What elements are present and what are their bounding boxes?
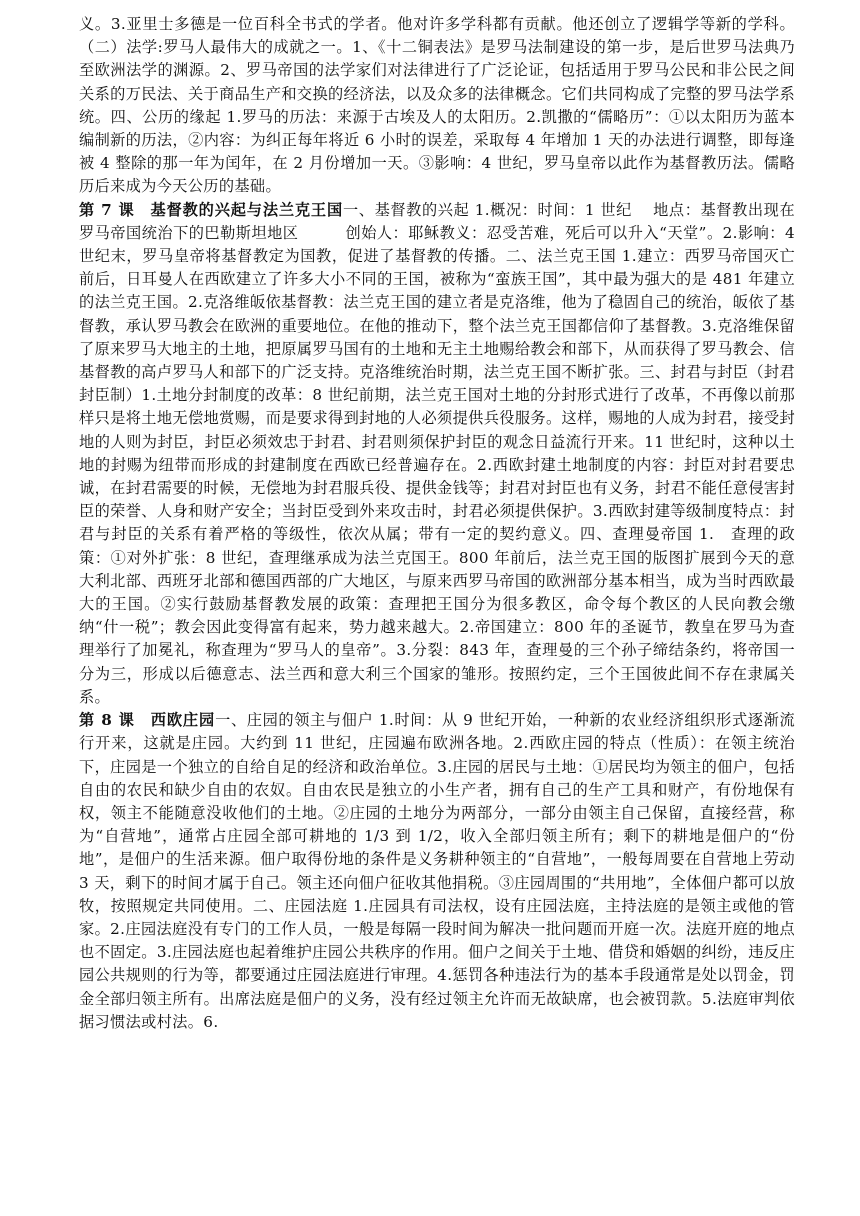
document-page <box>79 13 795 1034</box>
paragraph-roman-law-calendar <box>79 13 795 199</box>
paragraph-lesson-8 <box>79 709 795 1034</box>
lesson-8-title: 第 8 课 西欧庄园 <box>79 711 216 730</box>
lesson-8-text: 一、庄园的领主与佃户 1.时间：从 9 世纪开始，一种新的农业经济组织形式逐渐流行开来，这就是庄园。大约到 11 世纪，庄园遍布欧洲各地。2.西欧庄园的特点（性质）：在领主统治下，庄园是一个独立的自给自足的经济和政治单位。3.庄园的居民与土地：①居民均为领主的佃户，包括自由的农民和缺少自由的农奴。自由农民是独立的小生产者，拥有自己的生产工具和财产，有份地保有权，领主不能随意没收他们的土地。②庄园的土地分为两部分，一部分由领主自己保留，直接经营，称为“自营地”，通常占庄园全部可耕地的 1/3 到 1/2，收入全部归领主所有；剩下的耕地是佃户的“份地”，是佃户的生活来源。佃户取得份地的条件是义务耕种领主的“自营地”，一般每周要在自营地上劳动 3 天，剩下的时间才属于自己。领主还向佃户征收其他捐税。③庄园周围的“共用地”，全体佃户都可以放牧，按照规定共同使用。二、庄园法庭 1.庄园具有司法权，设有庄园法庭，主持法庭的是领主或他的管家。2.庄园法庭没有专门的工作人员，一般是每隔一段时间为解决一批问题而开庭一次。法庭开庭的地点也不固定。3.庄园法庭也起着维护庄园公共秩序的作用。佃户之间关于土地、借贷和婚姻的纠纷，违反庄园公共规则的行为等，都要通过庄园法庭进行审理。4.惩罚各种违法行为的基本手段通常是处以罚金，罚金全部归领主所有。出席法庭是佃户的义务，没有经过领主允许而无故缺席，也会被罚款。5.法庭审判依据习惯法或村法。6. <box>79 711 795 1031</box>
paragraph-lesson-7 <box>79 199 795 709</box>
paragraph-text: 义。3.亚里士多德是一位百科全书式的学者。他对许多学科都有贡献。他还创立了逻辑学等新的学科。（二）法学:罗马人最伟大的成就之一。1、《十二铜表法》是罗马法制建设的第一步，是后世罗马法典乃至欧洲法学的渊源。2、罗马帝国的法学家们对法律进行了广泛论证，包括适用于罗马公民和非公民之间关系的万民法、关于商品生产和交换的经济法，以及众多的法律概念。它们共同构成了完整的罗马法学系统。四、公历的缘起 1.罗马的历法：来源于古埃及人的太阳历。2.凯撒的“儒略历”：①以太阳历为蓝本编制新的历法，②内容：为纠正每年将近 6 小时的误差，采取每 4 年增加 1 天的办法进行调整，即每逢被 4 整除的那一年为闰年，在 2 月份增加一天。③影响：4 世纪，罗马皇帝以此作为基督教历法。儒略历后来成为今天公历的基础。 <box>79 15 795 196</box>
lesson-7-title: 第 7 课 基督教的兴起与法兰克王国 <box>79 200 344 219</box>
lesson-7-text: 一、基督教的兴起 1.概况：时间：1 世纪 地点：基督教出现在罗马帝国统治下的巴勒斯坦地区 创始人：耶稣教义：忍受苦难，死后可以升入“天堂”。2.影响：4 世纪末，罗马皇帝将基督教定为国教，促进了基督教的传播。二、法兰克王国 1.建立：西罗马帝国灭亡前后，日耳曼人在西欧建立了许多大小不同的王国，被称为“蛮族王国”，其中最为强大的是 481 年建立的法兰克王国。2.克洛维皈依基督教：法兰克王国的建立者是克洛维，他为了稳固自己的统治，皈依了基督教，承认罗马教会在欧洲的重要地位。在他的推动下，整个法兰克王国都信仰了基督教。3.克洛维保留了原来罗马大地主的土地，把原属罗马国有的土地和无主土地赐给教会和部下，从而获得了罗马教会、信基督教的高卢罗马人和部下的广泛支持。克洛维统治时期，法兰克王国不断扩张。三、封君与封臣（封君封臣制）1.土地分封制度的改革：8 世纪前期，法兰克王国对土地的分封形式进行了改革，不再像以前那样只是将土地无偿地赏赐，而是要求得到封地的人必须提供兵役服务。这样，赐地的人成为封君，接受封地的人则为封臣，封臣必须效忠于封君、封君则须保护封臣的观念日益流行开来。11 世纪时，这种以土地的封赐为纽带而形成的封建制度在西欧已经普遍存在。2.西欧封建土地制度的内容：封臣对封君要忠诚，在封君需要的时候，无偿地为封君服兵役、提供金钱等；封君对封臣也有义务，封君不能任意侵害封臣的荣誉、人身和财产安全；当封臣受到外来攻击时，封君必须提供保护。3.西欧封建等级制度特点：封君与封臣的关系有着严格的等级性，依次从属；带有一定的契约意义。四、查理曼帝国 1. 查理的政策：①对外扩张：8 世纪，查理继承成为法兰克国王。800 年前后，法兰克王国的版图扩展到今天的意大利北部、西班牙北部和德国西部的广大地区，与原来西罗马帝国的欧洲部分基本相当，成为当时西欧最大的王国。②实行鼓励基督教发展的政策：查理把王国分为很多教区，命令每个教区的人民向教会缴纳“什一税”；教会因此变得富有起来，势力越来越大。2.帝国建立：800 年的圣诞节，教皇在罗马为查理举行了加冕礼，称查理为“罗马人的皇帝”。3.分裂：843 年，查理曼的三个孙子缔结条约，将帝国一分为三，形成以后德意志、法兰西和意大利三个国家的雏形。按照约定，三个王国彼此间不存在隶属关系。 <box>79 200 795 706</box>
